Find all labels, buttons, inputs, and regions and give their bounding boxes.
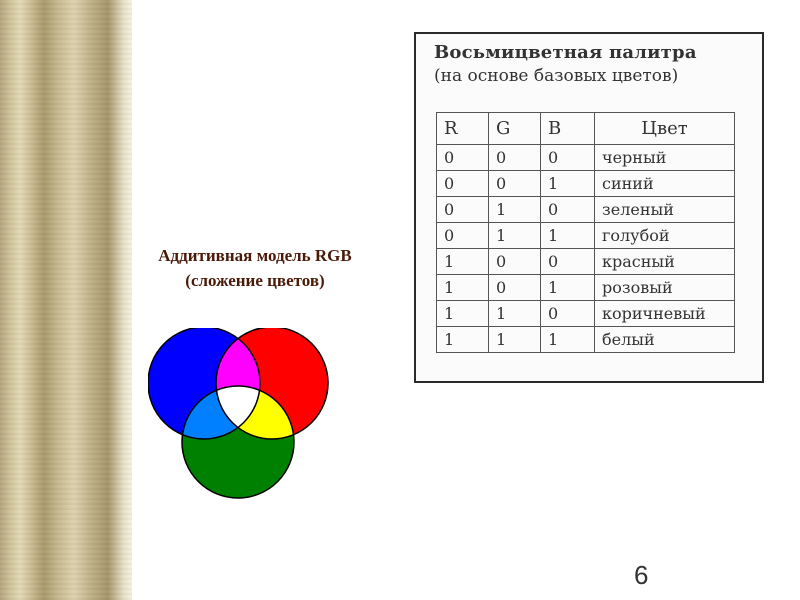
- cell-color-name: красный: [595, 249, 735, 275]
- table-row: [437, 145, 735, 171]
- cell-g: 0: [489, 145, 541, 171]
- page-number: 6: [634, 560, 649, 590]
- cell-b: 0: [541, 249, 595, 275]
- cell-g: 1: [489, 197, 541, 223]
- cell-b: 1: [541, 327, 595, 353]
- rgb-model-title-line1: Аддитивная модель RGB: [158, 246, 352, 265]
- cell-g: 1: [489, 301, 541, 327]
- table-header-row: [437, 113, 735, 145]
- cell-b: 0: [541, 301, 595, 327]
- rgb-model-title-line2: (сложение цветов): [185, 271, 325, 290]
- cell-g: 0: [489, 275, 541, 301]
- cell-r: 0: [437, 145, 489, 171]
- cell-color-name: коричневый: [595, 301, 735, 327]
- cell-g: 0: [489, 171, 541, 197]
- cell-r: 1: [437, 327, 489, 353]
- palette-card: [414, 32, 764, 383]
- palette-table: [436, 112, 735, 353]
- cell-r: 0: [437, 223, 489, 249]
- rgb-venn-diagram: [148, 328, 332, 504]
- palette-title: Восьмицветная палитра: [434, 42, 697, 63]
- cell-r: 1: [437, 301, 489, 327]
- cell-r: 0: [437, 171, 489, 197]
- cell-color-name: черный: [595, 145, 735, 171]
- cell-color-name: зеленый: [595, 197, 735, 223]
- cell-color-name: белый: [595, 327, 735, 353]
- cell-color-name: голубой: [595, 223, 735, 249]
- cell-color-name: синий: [595, 171, 735, 197]
- cell-r: 1: [437, 275, 489, 301]
- cell-r: 0: [437, 197, 489, 223]
- table-row: [437, 301, 735, 327]
- cell-b: 0: [541, 145, 595, 171]
- palette-subtitle: (на основе базовых цветов): [434, 66, 679, 86]
- table-row: [437, 249, 735, 275]
- header-color: Цвет: [595, 113, 735, 145]
- table-row: [437, 197, 735, 223]
- header-r: R: [437, 113, 489, 145]
- decorative-side-panel: [0, 0, 132, 600]
- header-b: B: [541, 113, 595, 145]
- table-row: [437, 171, 735, 197]
- table-row: [437, 275, 735, 301]
- cell-b: 1: [541, 223, 595, 249]
- rgb-model-title: [120, 243, 390, 293]
- cell-r: 1: [437, 249, 489, 275]
- cell-b: 0: [541, 197, 595, 223]
- cell-g: 0: [489, 249, 541, 275]
- table-row: [437, 327, 735, 353]
- cell-b: 1: [541, 171, 595, 197]
- cell-g: 1: [489, 223, 541, 249]
- cell-b: 1: [541, 275, 595, 301]
- table-row: [437, 223, 735, 249]
- cell-color-name: розовый: [595, 275, 735, 301]
- cell-g: 1: [489, 327, 541, 353]
- header-g: G: [489, 113, 541, 145]
